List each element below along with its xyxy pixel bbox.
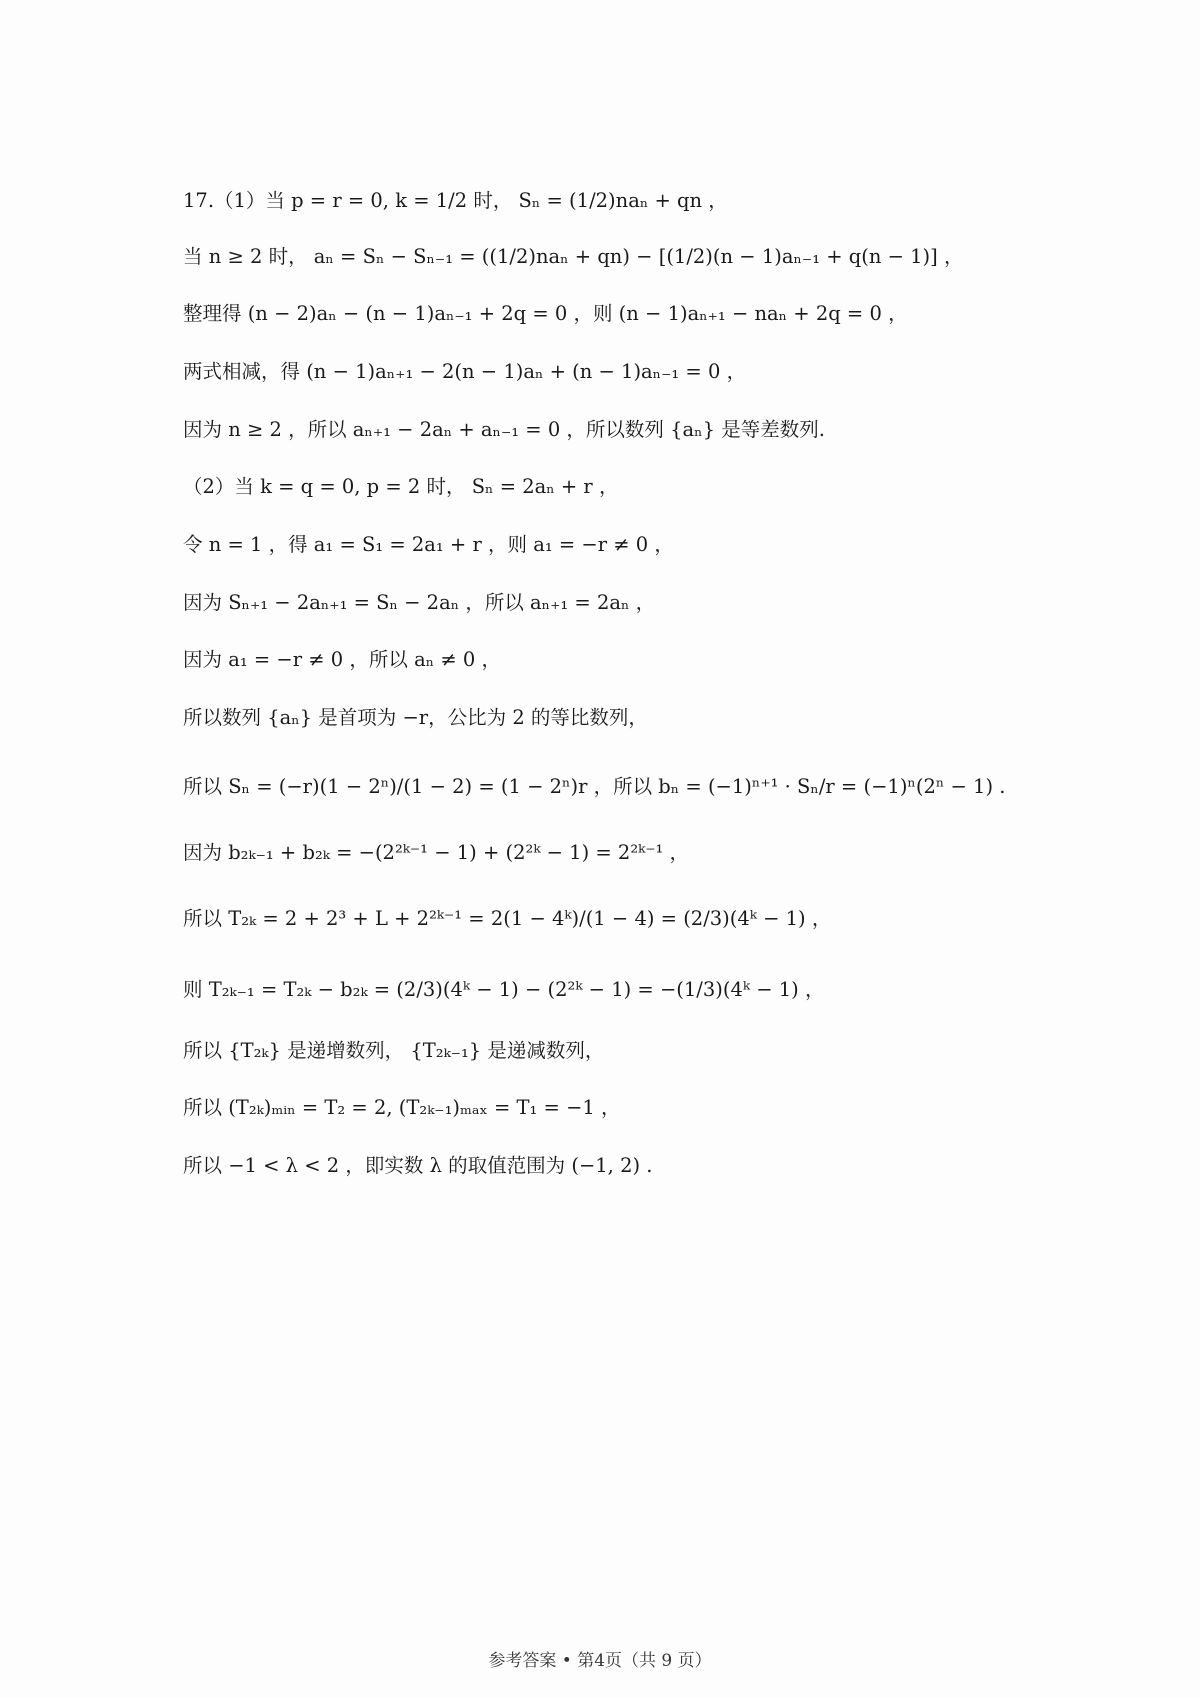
solution-line-3: 整理得 (n − 2)aₙ − (n − 1)aₙ₋₁ + 2q = 0 ，则 (n − 1)aₙ₊₁ − naₙ + 2q = 0 ， [183,302,908,325]
solution-line-16: 所以 (T₂ₖ)ₘᵢₙ = T₂ = 2, (T₂ₖ₋₁)ₘₐₓ = T₁ = −1 ， [183,1096,621,1119]
solution-line-15: 所以 {T₂ₖ} 是递增数列， {T₂ₖ₋₁} 是递减数列， [183,1039,605,1062]
solution-line-11: 所以 Sₙ = (−r)(1 − 2ⁿ)/(1 − 2) = (1 − 2ⁿ)r ，所以 bₙ = (−1)ⁿ⁺¹ · Sₙ/r = (−1)ⁿ(2ⁿ − 1) . [183,775,1006,798]
solution-line-4: 两式相减，得 (n − 1)aₙ₊₁ − 2(n − 1)aₙ + (n − 1)aₙ₋₁ = 0 ， [183,360,747,383]
solution-line-6: （2）当 k = q = 0, p = 2 时， Sₙ = 2aₙ + r ， [183,475,619,498]
solution-line-12: 因为 b₂ₖ₋₁ + b₂ₖ = −(2²ᵏ⁻¹ − 1) + (2²ᵏ − 1) = 2²ᵏ⁻¹ ， [183,841,690,864]
solution-line-9: 因为 a₁ = −r ≠ 0 ，所以 aₙ ≠ 0 ， [183,648,501,671]
solution-line-1: 17.（1）当 p = r = 0, k = 1/2 时， Sₙ = (1/2)naₙ + qn ， [183,189,728,212]
solution-line-2: 当 n ≥ 2 时， aₙ = Sₙ − Sₙ₋₁ = ((1/2)naₙ + qn) − [(1/2)(n − 1)aₙ₋₁ + q(n − 1)] ， [183,245,964,268]
solution-line-8: 因为 Sₙ₊₁ − 2aₙ₊₁ = Sₙ − 2aₙ ，所以 aₙ₊₁ = 2aₙ ， [183,591,656,614]
solution-line-13: 所以 T₂ₖ = 2 + 2³ + L + 2²ᵏ⁻¹ = 2(1 − 4ᵏ)/(1 − 4) = (2/3)(4ᵏ − 1) ， [183,907,832,930]
solution-line-7: 令 n = 1 ，得 a₁ = S₁ = 2a₁ + r ，则 a₁ = −r ≠ 0 ， [183,533,674,556]
solution-line-5: 因为 n ≥ 2 ，所以 aₙ₊₁ − 2aₙ + aₙ₋₁ = 0 ，所以数列 {aₙ} 是等差数列. [183,418,825,441]
page-footer: 参考答案 • 第4页（共 9 页） [488,1651,712,1671]
solution-line-17: 所以 −1 < λ < 2 ，即实数 λ 的取值范围为 (−1, 2) . [183,1154,653,1177]
solution-line-10: 所以数列 {aₙ} 是首项为 −r，公比为 2 的等比数列， [183,706,648,729]
solution-line-14: 则 T₂ₖ₋₁ = T₂ₖ − b₂ₖ = (2/3)(4ᵏ − 1) − (2²ᵏ − 1) = −(1/3)(4ᵏ − 1) ， [183,978,825,1001]
